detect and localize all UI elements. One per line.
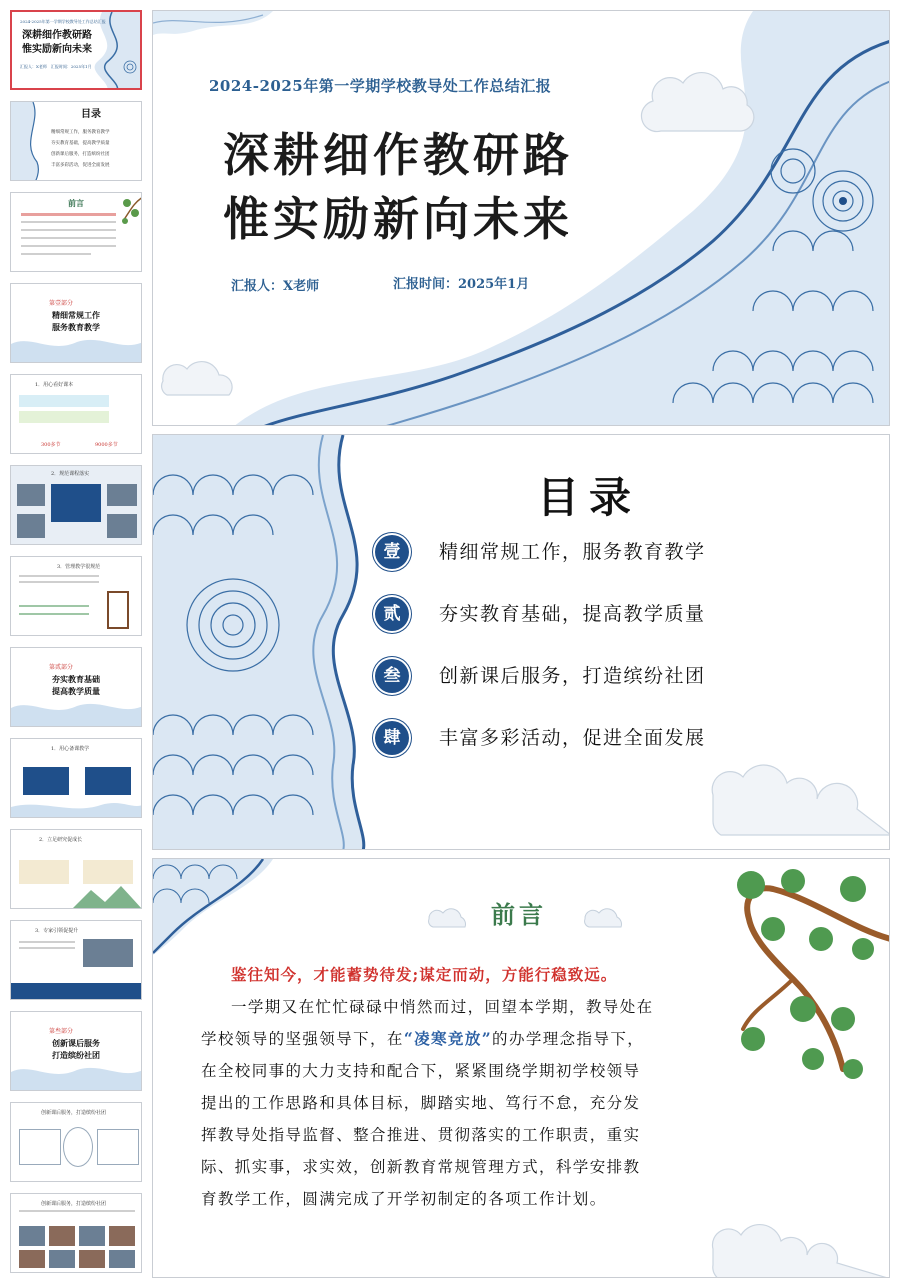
toc-badge: 叁	[375, 659, 409, 693]
mountain-landscape-icon	[71, 882, 142, 909]
toc-title: 目录	[537, 473, 642, 522]
thumb-chair-image	[107, 591, 129, 629]
thumb-part-line1: 创新课后服务	[52, 1038, 100, 1048]
slide-thumbnail-7[interactable]	[10, 556, 142, 636]
thumb-part-line1: 精细常规工作	[52, 310, 100, 320]
thumb-text-box	[51, 484, 101, 522]
thumb-heading: 1．用心看好课本	[35, 382, 74, 388]
preface-paragraph-line: 提出的工作思路和具体目标，脚踏实地、笃行不怠，充分发	[201, 1094, 641, 1112]
slide-thumbnail-14[interactable]	[10, 1193, 142, 1273]
toc-item-text: 精细常规工作，服务教育教学	[439, 541, 706, 563]
reporter-label: 汇报人：X老师	[231, 279, 320, 294]
wave-pattern-icon	[11, 334, 142, 363]
thumb-part-line2: 打造缤纷社团	[52, 1050, 100, 1060]
thumb-photo	[49, 1250, 75, 1268]
thumb-part-label: 第壹部分	[49, 300, 74, 307]
preface-text: 的办学理念指导下，	[492, 1030, 645, 1048]
slide-thumbnail-8[interactable]	[10, 647, 142, 727]
slide-thumbnail-12[interactable]	[10, 1011, 142, 1091]
wave-background-icon	[153, 435, 890, 850]
slide-thumbnail-6[interactable]	[10, 465, 142, 545]
preface-paragraph-line: 一学期又在忙忙碌碌中悄然而过，回望本学期，教导处在	[231, 998, 654, 1016]
thumb-heading: 2．立足研究促成长	[39, 837, 83, 843]
slide-thumbnail-10[interactable]	[10, 829, 142, 909]
slide-table-of-contents[interactable]	[152, 434, 890, 850]
thumb-figure: 300多节	[41, 442, 61, 448]
pine-branch-icon	[119, 193, 142, 233]
preface-paragraph-line: 在全校同事的大力支持和配合下，紧紧围绕学期初学校领导	[201, 1062, 641, 1080]
thumb-text-box	[19, 411, 109, 423]
thumb-part-line2: 服务教育教学	[52, 322, 100, 332]
thumb-text-line	[19, 1210, 135, 1212]
thumb-heading: 2．规范课程落实	[51, 471, 90, 477]
thumb-text-line	[19, 613, 89, 615]
slide-thumbnail-2[interactable]	[10, 101, 142, 181]
thumb-heading: 创新课后服务，打造缤纷社团	[41, 1110, 107, 1116]
toc-item-text: 丰富多彩活动，促进全面发展	[439, 727, 706, 749]
thumb-title-line2: 惟实励新向未来	[22, 44, 92, 55]
toc-badge: 壹	[375, 535, 409, 569]
thumb-text-box	[19, 395, 109, 407]
report-subtitle: 2024-2025年第一学期学校教导处工作总结汇报	[209, 77, 552, 95]
thumb-text-line	[21, 213, 116, 216]
slide-thumbnail-5[interactable]	[10, 374, 142, 454]
preface-paragraph-line: 际、抓实事，求实效，创新教育常规管理方式，科学安排教	[201, 1158, 641, 1176]
toc-item-text: 创新课后服务，打造缤纷社团	[439, 665, 706, 687]
thumb-text-line	[19, 941, 75, 943]
slide-thumbnail-9[interactable]	[10, 738, 142, 818]
thumb-text-line	[21, 253, 91, 255]
preface-paragraph-line: 育教学工作，圆满完成了开学初制定的各项工作计划。	[201, 1190, 607, 1208]
thumb-text-line	[19, 605, 89, 607]
thumb-figure: 9000多节	[95, 442, 118, 448]
thumb-report-title: 2024-2025年第一学期学校教导处工作总结汇报	[20, 19, 106, 24]
toc-badge: 肆	[375, 721, 409, 755]
thumb-photo	[79, 1226, 105, 1246]
thumb-wave-band	[11, 983, 142, 1000]
thumb-toc-item: 创新课后服务，打造缤纷社团	[51, 152, 110, 157]
toc-badge: 贰	[375, 597, 409, 631]
thumb-text-box	[97, 1129, 139, 1165]
thumb-text-line	[21, 221, 116, 223]
thumb-heading: 1．用心备课教学	[51, 746, 90, 752]
thumb-part-line2: 提高教学质量	[52, 686, 100, 696]
thumb-text-box	[23, 767, 69, 795]
thumb-photo	[49, 1226, 75, 1246]
wave-pattern-icon	[11, 698, 142, 727]
thumb-toc-item: 夯实教育基础，提高教学质量	[51, 141, 110, 146]
thumb-photo	[109, 1250, 135, 1268]
thumb-text-box	[83, 860, 133, 884]
thumb-photo	[17, 484, 45, 506]
slide-thumbnail-panel	[0, 0, 148, 1286]
wave-pattern-icon	[11, 799, 142, 818]
thumb-photo	[79, 1250, 105, 1268]
thumb-photo	[107, 484, 137, 506]
slide-thumbnail-4[interactable]	[10, 283, 142, 363]
slide-thumbnail-1[interactable]	[10, 10, 142, 90]
preface-quote: 鉴往知今，才能蓄势待发;谋定而动，方能行稳致远。	[231, 965, 618, 984]
toc-item-text: 夯实教育基础，提高教学质量	[439, 603, 706, 625]
thumb-meta: 汇报人：X老师 汇报时间：2025年1月	[20, 64, 92, 69]
cover-title-line1: 深耕细作教研路	[223, 128, 573, 182]
thumb-text-box	[19, 1129, 61, 1165]
preface-paragraph-line: 挥教导处指导监督、整合推进、贯彻落实的工作职责，重实	[201, 1126, 641, 1144]
thumb-heading: 创新课后服务，打造缤纷社团	[41, 1201, 107, 1207]
slide-cover[interactable]	[152, 10, 890, 426]
thumb-title-line1: 深耕细作教研路	[22, 30, 92, 41]
thumb-text-line	[21, 245, 116, 247]
thumb-preface-title: 前言	[68, 198, 84, 208]
thumb-photo	[19, 1226, 45, 1246]
thumb-heading: 3．专家引领促提升	[35, 928, 79, 934]
thumb-text-line	[21, 237, 116, 239]
report-time-label: 汇报时间：2025年1月	[393, 277, 530, 292]
slide-preface[interactable]	[152, 858, 890, 1278]
thumb-text-line	[19, 581, 99, 583]
thumb-toc-item: 丰富多彩活动，促进全面发展	[51, 163, 110, 168]
thumb-photo	[109, 1226, 135, 1246]
preface-title: 前言	[491, 900, 547, 929]
thumb-text-line	[19, 947, 75, 949]
thumb-text-line	[19, 575, 99, 577]
preface-paragraph-line	[201, 1027, 644, 1049]
wave-pattern-icon	[11, 102, 45, 181]
thumb-part-line1: 夯实教育基础	[52, 674, 100, 684]
slide-thumbnail-11[interactable]	[10, 920, 142, 1000]
thumb-photo	[19, 1250, 45, 1268]
thumb-text-box	[19, 860, 69, 884]
thumb-heading: 3．管理教学很规范	[57, 564, 101, 570]
thumb-text-line	[21, 229, 116, 231]
thumb-text-box	[85, 767, 131, 795]
wave-pattern-icon	[11, 1062, 142, 1091]
thumb-part-label: 第叁部分	[49, 1028, 74, 1035]
preface-text: 学校领导的坚强领导下，在	[201, 1030, 404, 1048]
slide-thumbnail-3[interactable]	[10, 192, 142, 272]
motto-highlight: “凌寒竞放”	[403, 1029, 493, 1048]
thumb-toc-item: 精细常规工作，服务教育教学	[51, 130, 110, 135]
thumb-center-circle	[63, 1127, 93, 1167]
thumb-photo	[107, 514, 137, 538]
thumb-photo	[83, 939, 133, 967]
cover-title-line2: 惟实励新向未来	[223, 192, 573, 246]
slide-thumbnail-13[interactable]	[10, 1102, 142, 1182]
thumb-part-label: 第贰部分	[49, 664, 74, 671]
thumb-toc-title: 目录	[81, 109, 101, 120]
thumb-photo	[17, 514, 45, 538]
